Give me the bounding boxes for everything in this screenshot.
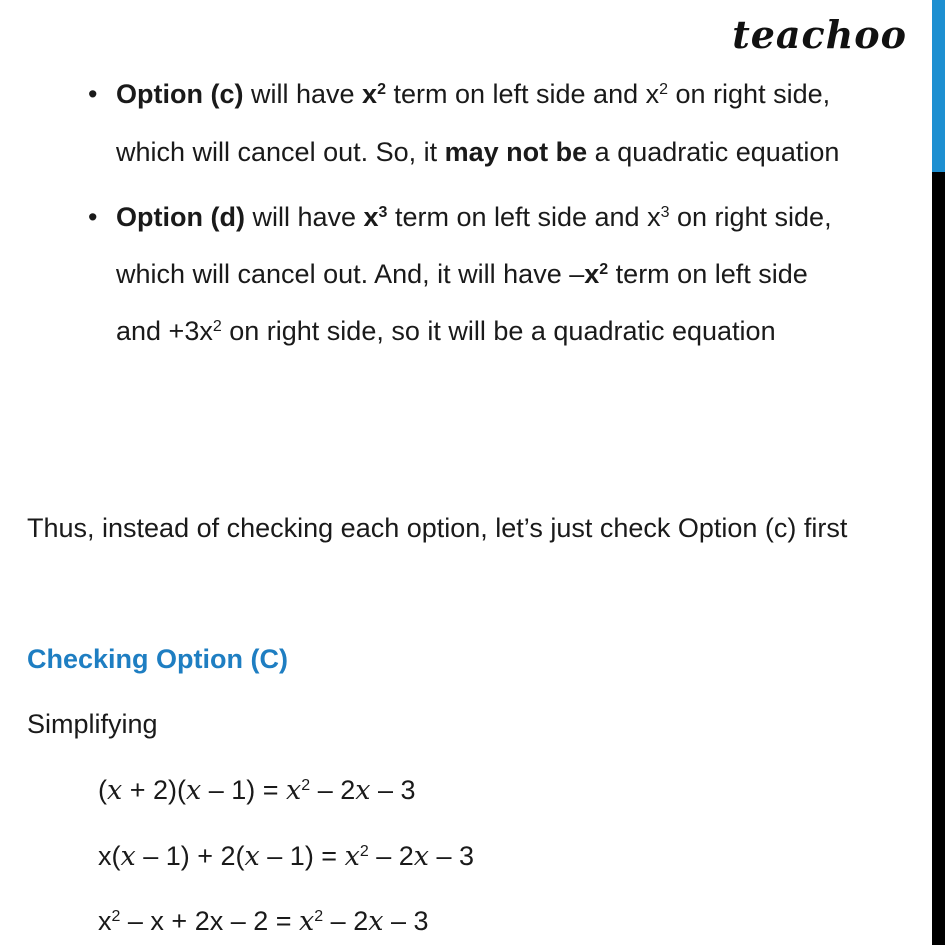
conclusion-text: Thus, instead of checking each option, let’s just check Option (c) first bbox=[27, 513, 848, 543]
sidebar-accent-bar bbox=[932, 0, 945, 172]
option-d-label: Option (d) bbox=[116, 202, 245, 232]
bullet-option-d-line2: which will cancel out. And, it will have $-x^2$ term on left side bbox=[116, 259, 808, 289]
bullet-dot: • bbox=[88, 202, 98, 232]
equation-2: $x(x - 1) + 2(x - 1) = x^2 - 2x - 3$ bbox=[98, 841, 475, 872]
bullet-dot: • bbox=[88, 79, 98, 109]
bullet-option-c-line2: which will cancel out. So, it may not be a quadratic equation bbox=[116, 137, 840, 167]
bullet-option-c-line1: Option (c) will have $x^2$ term on left side and $x^2$ on right side, bbox=[116, 79, 831, 109]
simplifying-label: Simplifying bbox=[27, 709, 158, 739]
equation-1: $(x + 2)(x - 1) = x^2 - 2x - 3$ bbox=[98, 775, 416, 806]
teachoo-logo: teachoo bbox=[732, 12, 907, 57]
section-heading: Checking Option (C) bbox=[27, 644, 288, 674]
equation-3: $x^2 - x + 2x - 2 = x^2 - 2x - 3$ bbox=[98, 906, 429, 937]
bullet-option-d-line3: and $+3x^2$ on right side, so it will be a quadratic equation bbox=[116, 316, 776, 346]
option-c-label: Option (c) bbox=[116, 79, 244, 109]
bullet-option-d-line1: Option (d) will have $x^3$ term on left side and $x^3$ on right side, bbox=[116, 202, 832, 232]
